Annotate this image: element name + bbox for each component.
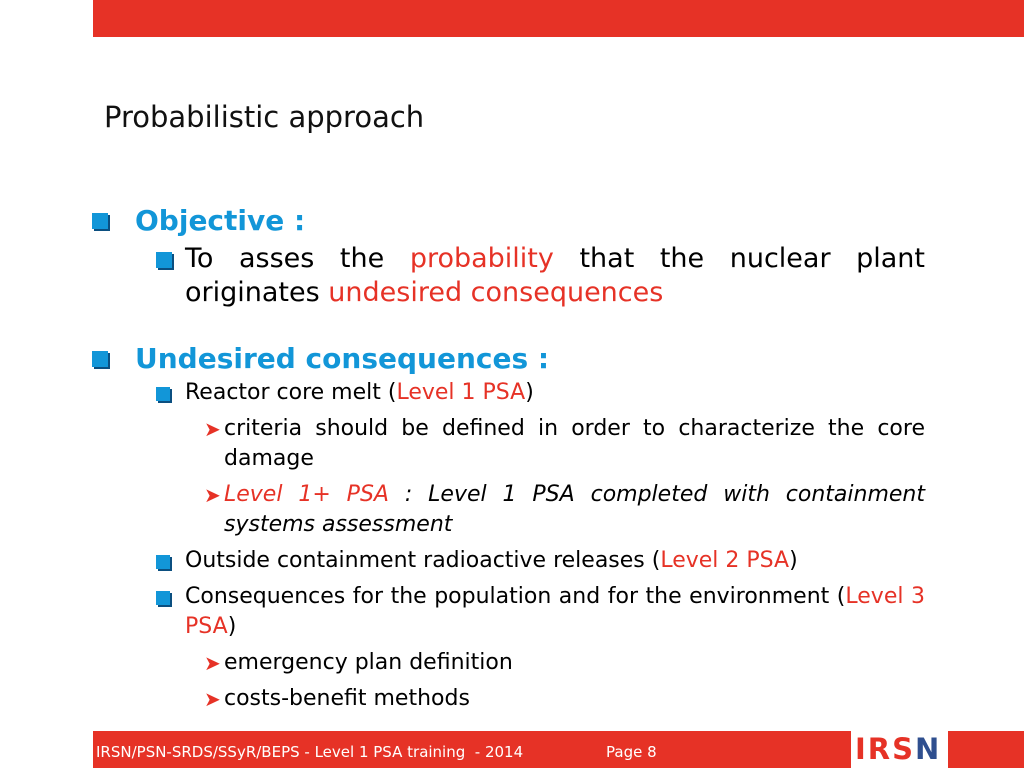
bullet-emergency bbox=[90, 648, 925, 678]
level-1-psa-label: Level 1 PSA bbox=[396, 380, 526, 405]
square-bullet-icon bbox=[156, 387, 170, 401]
releases-close: ) bbox=[789, 548, 798, 573]
bullet-objective bbox=[90, 204, 925, 238]
square-bullet-icon bbox=[92, 213, 108, 229]
level-3-psa-label: Level 3 PSA bbox=[185, 584, 926, 639]
costs-text: costs-benefit methods bbox=[224, 686, 470, 711]
bullet-releases bbox=[90, 546, 925, 576]
bullet-undesired bbox=[90, 342, 925, 376]
probability-highlight: probability bbox=[409, 243, 554, 274]
core-melt-text: Reactor core melt ( bbox=[185, 380, 397, 405]
square-bullet-icon bbox=[92, 351, 108, 367]
slide-content bbox=[90, 204, 925, 714]
logo-text bbox=[855, 732, 941, 766]
square-bullet-icon bbox=[156, 555, 170, 569]
objective-text-start: To asses the bbox=[185, 243, 410, 274]
criteria-text: criteria should be defined in order to characterize the core damage bbox=[224, 416, 925, 471]
level-1-plus-text: : Level 1 PSA completed with containment systems assessment bbox=[224, 482, 925, 537]
footer-reference: IRSN/PSN-SRDS/SSyR/BEPS - Level 1 PSA training - 2014 bbox=[96, 743, 524, 761]
bullet-objective-text bbox=[90, 242, 925, 310]
footer-right-strip bbox=[948, 731, 1024, 768]
level-1-plus-psa-label: Level 1+ PSA bbox=[224, 482, 389, 507]
emergency-text: emergency plan definition bbox=[224, 650, 513, 675]
core-melt-close: ) bbox=[525, 380, 534, 405]
bullet-level-1-plus bbox=[90, 480, 925, 540]
objective-heading: Objective : bbox=[135, 204, 306, 237]
objective-text-middle: that the nuclear plant originates bbox=[185, 243, 926, 308]
population-close: ) bbox=[227, 614, 237, 639]
arrow-bullet-icon: ➤ bbox=[204, 483, 221, 507]
arrow-bullet-icon: ➤ bbox=[204, 417, 221, 441]
logo-last-letter: N bbox=[915, 732, 942, 766]
bullet-population bbox=[90, 582, 925, 642]
footer-bar bbox=[93, 731, 851, 768]
level-2-psa-label: Level 2 PSA bbox=[660, 548, 790, 573]
square-bullet-icon bbox=[156, 252, 172, 268]
slide-title: Probabilistic approach bbox=[104, 100, 425, 134]
bullet-core-melt bbox=[90, 378, 925, 408]
undesired-heading: Undesired consequences : bbox=[135, 342, 550, 375]
irsn-logo bbox=[853, 731, 948, 768]
arrow-bullet-icon: ➤ bbox=[204, 687, 221, 711]
bullet-costs bbox=[90, 684, 925, 714]
square-bullet-icon bbox=[156, 591, 170, 605]
arrow-bullet-icon: ➤ bbox=[204, 651, 221, 675]
page-number: Page 8 bbox=[606, 743, 657, 761]
releases-text: Outside containment radioactive releases ( bbox=[185, 548, 661, 573]
logo-main-letters: IRS bbox=[855, 732, 916, 766]
population-text: Consequences for the population and for the environment ( bbox=[185, 584, 846, 609]
consequences-highlight: undesired consequences bbox=[328, 277, 664, 308]
bullet-criteria bbox=[90, 414, 925, 474]
top-red-bar bbox=[93, 0, 1024, 37]
